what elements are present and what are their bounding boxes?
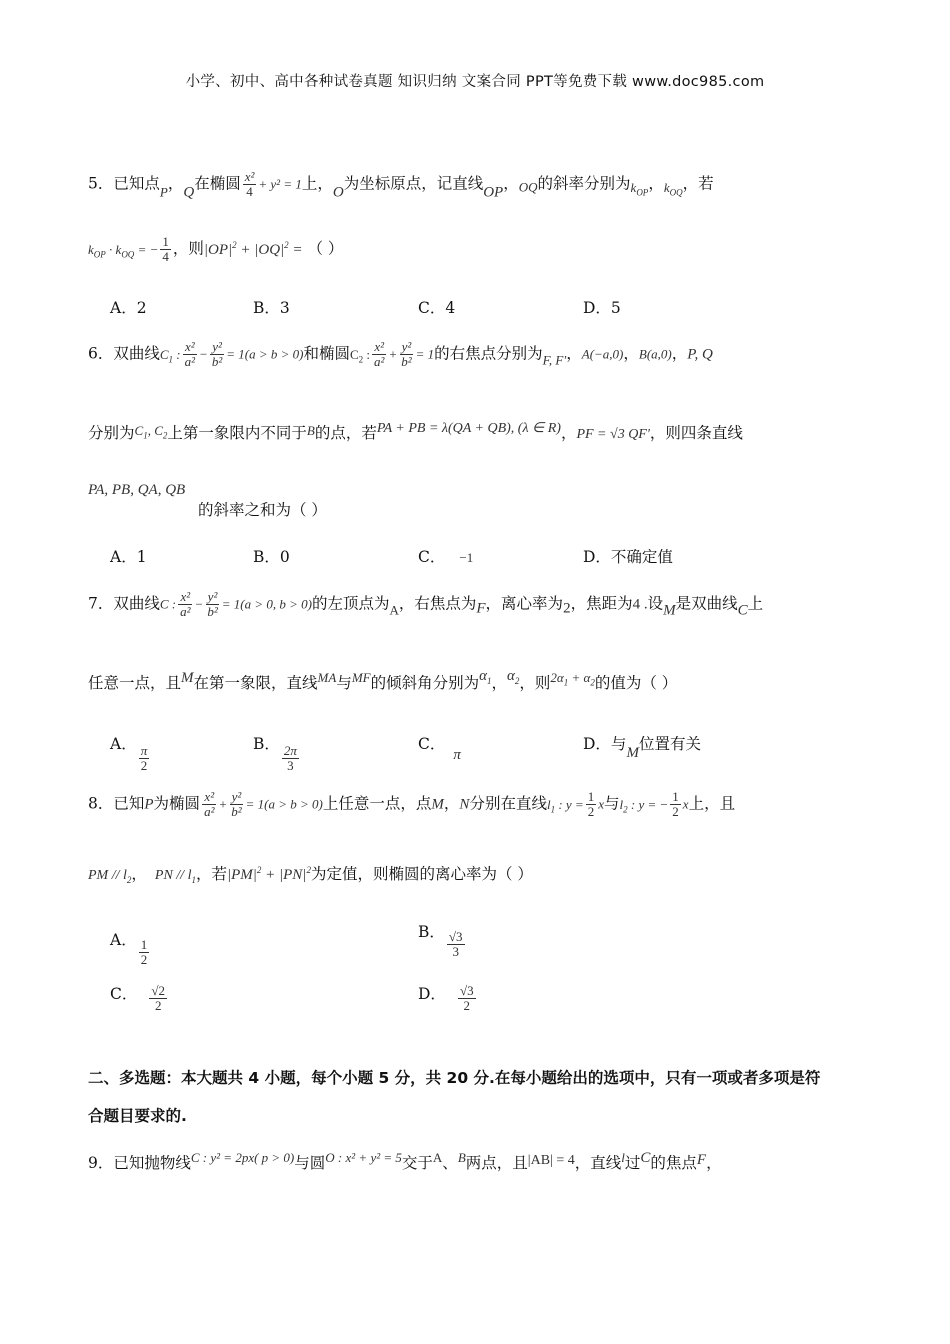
section-heading-multiple-choice: 二、多选题：本大题共 4 小题，每个小题 5 分，共 20 分.在每小题给出的选项中，只有一项或者多项是符: [88, 1069, 821, 1087]
q6-line3: PA, PB, QA, QB: [88, 482, 186, 498]
q8-line1: 8．已知P为椭圆 $\frac{\text{x²}}{\text{a²}}$ + $\frac{\text{y²}}{\text{b²}}$ = 1(a > b > 0)上任意一点，点M，N分别在直线$l_1$ : y = $\frac{1}{2}$ x与$l_2$ : y = − $\frac{1}{2}$ x上，且: [88, 789, 736, 819]
q8-option-c[interactable]: C． $\frac{√2}{2}$: [110, 983, 166, 1013]
q5-option-d[interactable]: D．5: [583, 299, 621, 317]
q5-line1: 5．已知点$_P$，Q在椭圆 $\frac{\text{x²}}{4}$ + y² = 1上，O为坐标原点，记直线OP，OQ的斜率分别为$k_{OP}$，$k_{OQ}$，若: [88, 169, 714, 201]
q7-line1: 7．双曲线C : $\frac{\text{x²}}{\text{a²}}$ − $\frac{\text{y²}}{\text{b²}}$ = 1(a > 0, b > 0)的左顶点为$_A$，右焦点为F，离心率为2，焦距为4 .设M是双曲线C上: [88, 589, 764, 619]
q7-option-c[interactable]: C．π: [418, 735, 461, 763]
section-heading-continued: 合题目要求的.: [88, 1107, 187, 1125]
q8-options: [110, 920, 710, 1030]
q8-option-d[interactable]: D． $\frac{√3}{2}$: [418, 983, 474, 1013]
q7-option-d[interactable]: D．与M位置有关: [583, 735, 701, 761]
q6-option-d[interactable]: D．不确定值: [583, 548, 673, 566]
q8-line2: PM // $l_2$， PN // $l_1$，若$|PM|^2 + |PN|^2$为定值，则椭圆的离心率为（ ）: [88, 865, 533, 885]
q9-line1: 9．已知抛物线$^{C : y^2 = 2px( p > 0)}$与圆$^{O : x^2 + y^2 = 5}$交于$^A$、$^B$两点，且|AB| = 4，直线$^l$过C的焦点F，: [88, 1150, 722, 1172]
q8-option-a[interactable]: A． $\frac{1}{2}$: [110, 931, 148, 967]
q6-option-a[interactable]: A．1: [110, 548, 147, 566]
q8-option-b[interactable]: B． $\frac{√3}{3}$: [418, 923, 463, 959]
q7-option-a[interactable]: A． $\frac{\pi}{2}$: [110, 735, 148, 773]
q5-line2: $k_{OP} \cdot k_{OQ}$ = − $\frac{1}{4}$ ，则$|OP|^2 + |OQ|^2$ = （ ）: [88, 234, 344, 264]
q5-option-a[interactable]: A．2: [110, 299, 147, 317]
q5-option-b[interactable]: B．3: [253, 299, 290, 317]
q7-option-b[interactable]: B． $\frac{2\pi}{3}$: [253, 735, 297, 773]
page-header: 小学、初中、高中各种试卷真题 知识归纳 文案合同 PPT等免费下载 www.doc985.com: [185, 74, 765, 90]
q6-option-c[interactable]: C． −1: [418, 548, 474, 566]
q6-line2: 分别为$C_1$, $C_2$上第一象限内不同于B的点，若PA + PB = λ(QA + QB), (λ ∈ R)，PF = √3 QF′，则四条直线: [88, 421, 743, 442]
q6-option-b[interactable]: B．0: [253, 548, 290, 566]
q6-line3b: 的斜率之和为（ ）: [198, 501, 327, 519]
q5-option-c[interactable]: C．4: [418, 299, 456, 317]
q7-line2: 任意一点，且M在第一象限，直线$^{MA}$与$^{MF}$的倾斜角分别为$\alpha_1$，$\alpha_2$，则$^{2\alpha_1 + \alpha_2}$的值为（ ）: [88, 668, 678, 692]
q6-line1: 6．双曲线$C_1$ : $\frac{\text{x²}}{\text{a²}}$ − $\frac{\text{y²}}{\text{b²}}$ = 1(a > b > 0)和椭圆$C_2$ : $\frac{\text{x²}}{\text{a²}}$ + $\frac{\text{y²}}{\text{b²}}$ = 1的右焦点分别为$_{F, F'}$，A(−a,0)，B(a,0)，P, Q: [88, 339, 713, 369]
